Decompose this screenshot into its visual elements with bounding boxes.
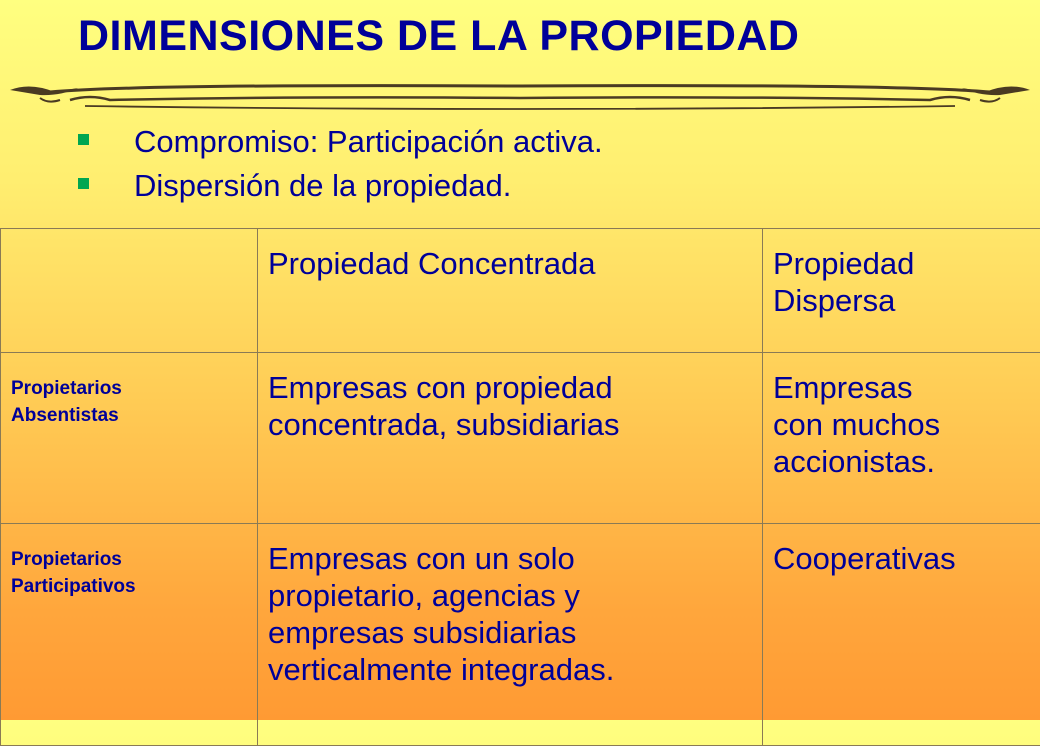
slide-title: DIMENSIONES DE LA PROPIEDAD [78, 12, 800, 61]
empty-corner-cell [1, 229, 258, 353]
flourish-divider-icon [0, 78, 1040, 114]
ownership-table [0, 228, 1040, 746]
row-label-participative: Propietarios Participativos [1, 524, 258, 746]
bullet-text: Compromiso: Participación activa. [134, 124, 603, 160]
cell-participative-concentrated: Empresas con un solo propietario, agencias y empresas subsidiarias verticalmente integradas. [258, 524, 763, 746]
header-dispersed: Propiedad Dispersa [763, 229, 1040, 353]
square-bullet-icon [78, 178, 89, 189]
cell-absentee-dispersed: Empresas con muchos accionistas. [763, 353, 1040, 524]
table-row [1, 353, 1040, 524]
header-concentrated: Propiedad Concentrada [258, 229, 763, 353]
cell-absentee-concentrated: Empresas con propiedad concentrada, subsidiarias [258, 353, 763, 524]
square-bullet-icon [78, 134, 89, 145]
row-label-absentee: Propietarios Absentistas [1, 353, 258, 524]
table-header-row [1, 229, 1040, 353]
cell-participative-dispersed: Cooperativas [763, 524, 1040, 746]
bullet-text: Dispersión de la propiedad. [134, 168, 511, 204]
table-row [1, 524, 1040, 746]
